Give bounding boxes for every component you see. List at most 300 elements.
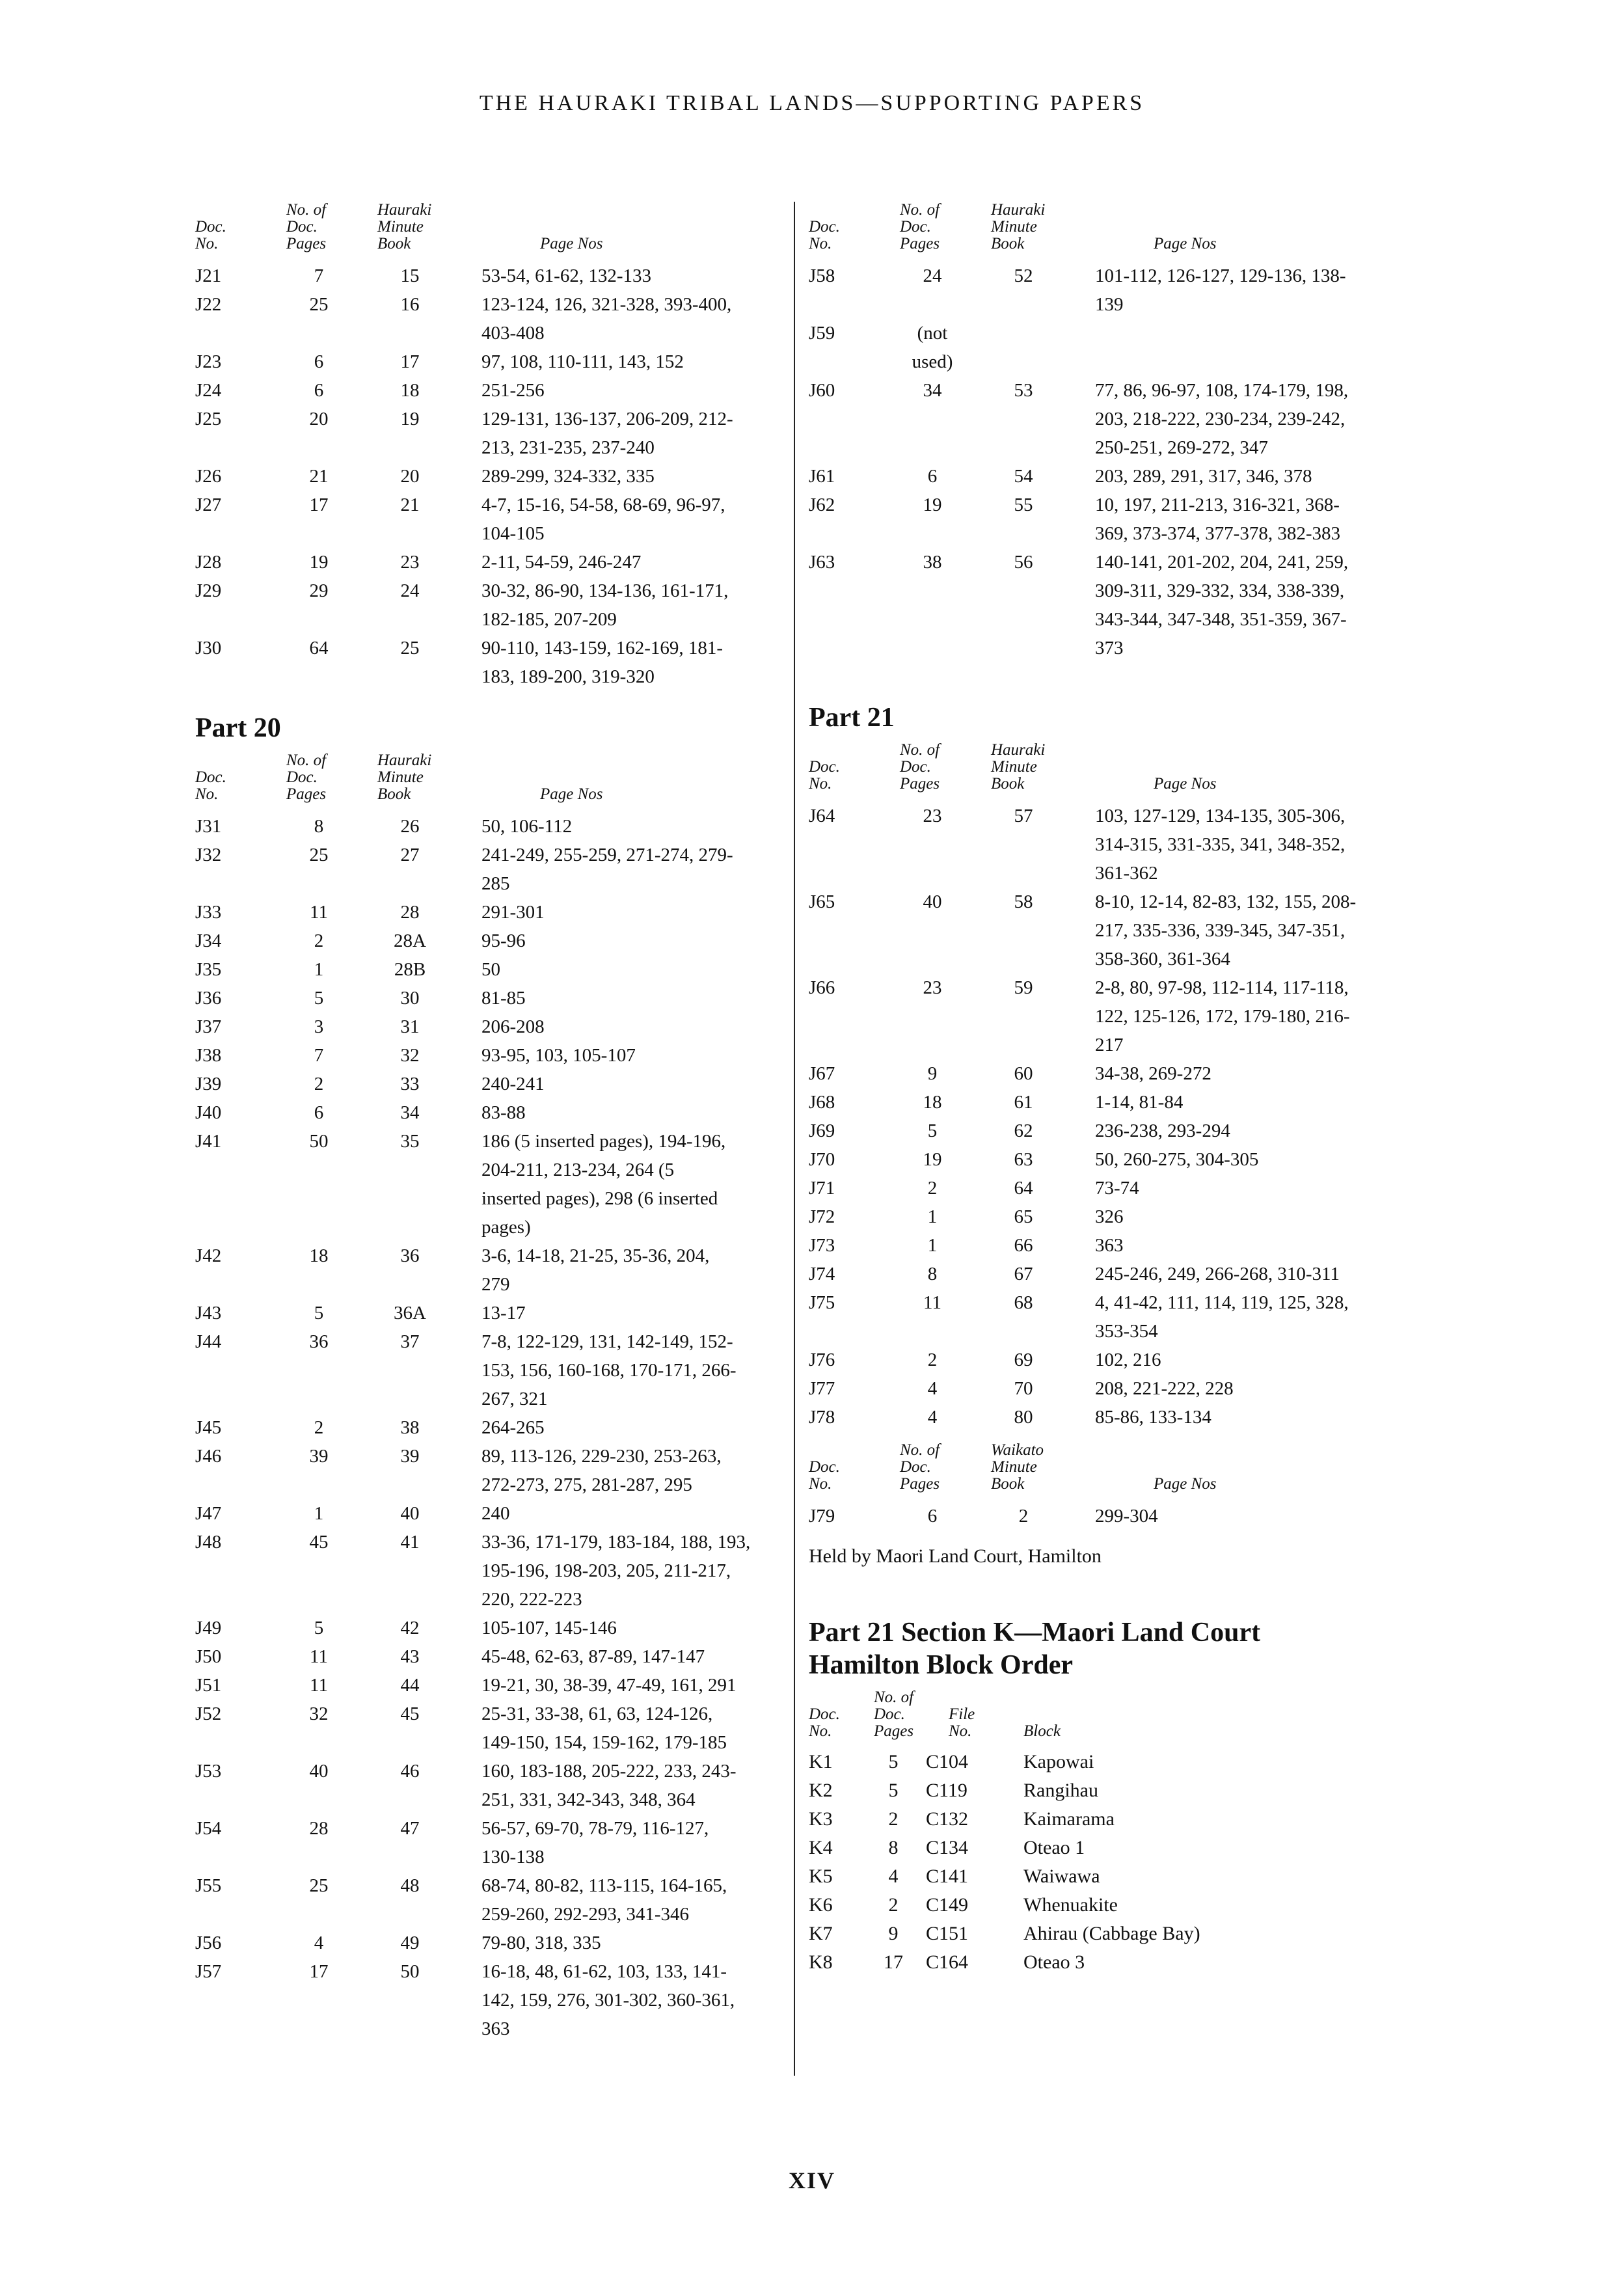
page-numbers-line: 250-251, 269-272, 347 bbox=[1095, 437, 1268, 458]
page-count: 32 bbox=[309, 1703, 329, 1724]
table-row bbox=[809, 1948, 1381, 1977]
page-count: 19 bbox=[923, 495, 942, 515]
page-numbers-line: 279 bbox=[481, 1274, 510, 1295]
page-numbers bbox=[455, 1642, 768, 1671]
page-count: 50 bbox=[309, 1131, 329, 1152]
page-count: 36 bbox=[309, 1331, 329, 1352]
page-numbers-line: 353-354 bbox=[1095, 1321, 1158, 1342]
table-row bbox=[195, 376, 768, 405]
table-row bbox=[195, 577, 768, 634]
header-pages-3: Pages bbox=[900, 235, 940, 252]
table-body-part-21 bbox=[809, 802, 1381, 1432]
page-numbers bbox=[455, 1098, 768, 1127]
table-row bbox=[809, 319, 1381, 376]
table-row bbox=[809, 1891, 1381, 1920]
doc-number: J66 bbox=[809, 977, 835, 998]
header-book-2: Minute bbox=[377, 218, 424, 236]
minute-book: 63 bbox=[1014, 1149, 1033, 1170]
table-row bbox=[195, 1614, 768, 1642]
page-numbers bbox=[455, 577, 768, 634]
page-numbers bbox=[455, 955, 768, 984]
page-count: 19 bbox=[923, 1149, 942, 1170]
table-row bbox=[195, 1499, 768, 1528]
page-numbers bbox=[455, 1070, 768, 1098]
page-count: 17 bbox=[309, 495, 329, 515]
page-numbers-line: 2-11, 54-59, 246-247 bbox=[481, 552, 642, 573]
page-numbers-line: 245-246, 249, 266-268, 310-311 bbox=[1095, 1264, 1340, 1284]
header-pagenos: Page Nos bbox=[1154, 235, 1217, 252]
page-numbers bbox=[455, 634, 768, 691]
page-numbers-line: 217 bbox=[1095, 1035, 1124, 1055]
page-numbers-line: 45-48, 62-63, 87-89, 147-147 bbox=[481, 1646, 705, 1667]
page-count: 4 bbox=[927, 1407, 938, 1428]
page-count: 5 bbox=[314, 988, 324, 1009]
doc-number: J45 bbox=[195, 1417, 222, 1438]
page-numbers-line: 195-196, 198-203, 205, 211-217, bbox=[481, 1560, 731, 1581]
doc-number: J65 bbox=[809, 891, 835, 912]
doc-number: J26 bbox=[195, 466, 222, 487]
table-row bbox=[195, 462, 768, 491]
page-numbers-line: 160, 183-188, 205-222, 233, 243- bbox=[481, 1761, 737, 1782]
page-count: 2 bbox=[314, 930, 324, 951]
table-row bbox=[809, 262, 1381, 319]
page-count: 40 bbox=[309, 1761, 329, 1782]
page-numbers-line: 3-6, 14-18, 21-25, 35-36, 204, bbox=[481, 1245, 710, 1266]
header-doc-1: Doc. bbox=[195, 218, 226, 236]
table-row bbox=[195, 1957, 768, 2043]
minute-book: 80 bbox=[1014, 1407, 1033, 1428]
header-book-3: Book bbox=[991, 235, 1025, 252]
block-name: Rangihau bbox=[1023, 1780, 1098, 1801]
doc-number: J32 bbox=[195, 845, 222, 865]
page-numbers bbox=[1069, 1059, 1381, 1088]
page-numbers-line: 361-362 bbox=[1095, 863, 1158, 884]
doc-number: J63 bbox=[809, 552, 835, 573]
doc-number: J27 bbox=[195, 495, 222, 515]
page-numbers bbox=[455, 1012, 768, 1041]
table-row bbox=[809, 1862, 1381, 1891]
page-count: 8 bbox=[314, 816, 324, 837]
page-numbers-line: 299-304 bbox=[1095, 1506, 1158, 1527]
minute-book: 28 bbox=[400, 902, 420, 923]
page-numbers-line: 272-273, 275, 281-287, 295 bbox=[481, 1474, 692, 1495]
page-numbers bbox=[1069, 973, 1381, 1059]
doc-number: K4 bbox=[809, 1837, 833, 1858]
page-numbers-line: 93-95, 103, 105-107 bbox=[481, 1045, 636, 1066]
page-numbers bbox=[455, 262, 768, 290]
page-count: 11 bbox=[923, 1292, 941, 1313]
page-number: XIV bbox=[788, 2167, 835, 2193]
header-doc-2: No. bbox=[809, 1475, 832, 1493]
minute-book: 38 bbox=[400, 1417, 420, 1438]
doc-number: J39 bbox=[195, 1074, 222, 1094]
minute-book: 34 bbox=[400, 1102, 420, 1123]
header-pages-3: Pages bbox=[900, 775, 940, 793]
table-row bbox=[195, 405, 768, 462]
page-numbers-line: 129-131, 136-137, 206-209, 212- bbox=[481, 409, 733, 429]
page-numbers-line: 81-85 bbox=[481, 988, 526, 1009]
table-row bbox=[809, 1174, 1381, 1202]
page-numbers-line: 309-311, 329-332, 334, 338-339, bbox=[1095, 580, 1345, 601]
page-numbers bbox=[455, 1614, 768, 1642]
page-numbers-line: 95-96 bbox=[481, 930, 526, 951]
doc-number: J51 bbox=[195, 1675, 222, 1696]
minute-book: 69 bbox=[1014, 1350, 1033, 1370]
page-numbers bbox=[455, 984, 768, 1012]
minute-book: 45 bbox=[400, 1703, 420, 1724]
page-count: 4 bbox=[888, 1866, 899, 1887]
table-row bbox=[195, 1070, 768, 1098]
doc-number: K5 bbox=[809, 1866, 833, 1887]
page-numbers bbox=[455, 1700, 768, 1757]
table-row bbox=[195, 548, 768, 577]
table-row bbox=[809, 1502, 1381, 1530]
page-numbers bbox=[455, 1871, 768, 1929]
doc-number: J68 bbox=[809, 1092, 835, 1113]
page-numbers-line: 1-14, 81-84 bbox=[1095, 1092, 1184, 1113]
page-count: 20 bbox=[309, 409, 329, 429]
page-numbers bbox=[455, 548, 768, 577]
table-row bbox=[195, 1700, 768, 1757]
file-number: C104 bbox=[926, 1751, 969, 1772]
part-21-title: Part 21 bbox=[809, 703, 895, 733]
page-count: 45 bbox=[309, 1532, 329, 1553]
doc-number: K3 bbox=[809, 1808, 833, 1830]
page-count: 5 bbox=[888, 1751, 899, 1772]
doc-number: J52 bbox=[195, 1703, 222, 1724]
header-pages-1: No. of bbox=[286, 201, 327, 219]
doc-number: J62 bbox=[809, 495, 835, 515]
page-count: 4 bbox=[314, 1933, 324, 1953]
page-numbers-line: 123-124, 126, 321-328, 393-400, bbox=[481, 294, 732, 315]
header-pages-2: Doc. bbox=[900, 1458, 931, 1476]
table-row bbox=[809, 376, 1381, 462]
file-number: C164 bbox=[926, 1951, 969, 1973]
minute-book: 68 bbox=[1014, 1292, 1033, 1313]
table-row bbox=[195, 347, 768, 376]
page-numbers-line: pages) bbox=[481, 1217, 531, 1238]
page-numbers bbox=[455, 812, 768, 841]
page-numbers-line: 85-86, 133-134 bbox=[1095, 1407, 1211, 1428]
minute-book: 30 bbox=[400, 988, 420, 1009]
page-numbers-line: 206-208 bbox=[481, 1016, 545, 1037]
doc-number: J53 bbox=[195, 1761, 222, 1782]
doc-number: J43 bbox=[195, 1303, 222, 1323]
doc-number: J71 bbox=[809, 1178, 835, 1199]
doc-number: J70 bbox=[809, 1149, 835, 1170]
minute-book: 44 bbox=[400, 1675, 420, 1696]
page-numbers bbox=[1069, 1260, 1381, 1288]
page-numbers-line: 97, 108, 110-111, 143, 152 bbox=[481, 351, 684, 372]
header-pages-2: Doc. bbox=[286, 768, 318, 786]
minute-book: 40 bbox=[400, 1503, 420, 1524]
page-numbers-line: inserted pages), 298 (6 inserted bbox=[481, 1188, 718, 1209]
page-numbers bbox=[1069, 376, 1381, 462]
page-numbers bbox=[455, 1499, 768, 1528]
page-count: 2 bbox=[927, 1350, 938, 1370]
minute-book: 36A bbox=[394, 1303, 426, 1323]
doc-number: J79 bbox=[809, 1506, 835, 1527]
header-pages-3: Pages bbox=[286, 235, 327, 252]
page-count: 39 bbox=[309, 1446, 329, 1467]
page-numbers-line: 13-17 bbox=[481, 1303, 526, 1323]
file-number: C149 bbox=[926, 1894, 969, 1916]
page-numbers bbox=[1069, 1374, 1381, 1403]
right-column bbox=[809, 202, 1381, 1977]
minute-book: 61 bbox=[1014, 1092, 1033, 1113]
page-numbers-line: 79-80, 318, 335 bbox=[481, 1933, 601, 1953]
doc-number: J34 bbox=[195, 930, 222, 951]
page-count: 29 bbox=[309, 580, 329, 601]
header-doc-1: Doc. bbox=[809, 1705, 840, 1723]
minute-book: 36 bbox=[400, 1245, 420, 1266]
page-numbers bbox=[455, 1814, 768, 1871]
table-row bbox=[195, 262, 768, 290]
minute-book: 60 bbox=[1014, 1063, 1033, 1084]
table-row bbox=[195, 1757, 768, 1814]
page-numbers-line: 4-7, 15-16, 54-58, 68-69, 96-97, bbox=[481, 495, 725, 515]
page-numbers-line: 50, 260-275, 304-305 bbox=[1095, 1149, 1259, 1170]
table-row bbox=[195, 1041, 768, 1070]
page-numbers-line: 25-31, 33-38, 61, 63, 124-126, bbox=[481, 1703, 713, 1724]
table-row bbox=[195, 1127, 768, 1242]
header-pages-1: No. of bbox=[874, 1689, 914, 1706]
page-count: 25 bbox=[309, 845, 329, 865]
table-body-right-top bbox=[809, 262, 1381, 662]
table-row bbox=[195, 955, 768, 984]
page-numbers bbox=[455, 1929, 768, 1957]
page-numbers bbox=[1069, 1202, 1381, 1231]
header-book-1: Hauraki bbox=[991, 741, 1046, 759]
page-numbers bbox=[455, 290, 768, 347]
page-numbers-line: 203, 289, 291, 317, 346, 378 bbox=[1095, 466, 1312, 487]
header-book-2: Minute bbox=[377, 768, 424, 786]
page-count: 19 bbox=[309, 552, 329, 573]
page-numbers bbox=[1069, 1346, 1381, 1374]
page-numbers bbox=[455, 1957, 768, 2043]
minute-book: 70 bbox=[1014, 1378, 1033, 1399]
table-row bbox=[195, 812, 768, 841]
page-numbers-line: 183, 189-200, 319-320 bbox=[481, 666, 655, 687]
table-row bbox=[195, 290, 768, 347]
page-numbers-line: 259-260, 292-293, 341-346 bbox=[481, 1904, 689, 1925]
table-row bbox=[195, 927, 768, 955]
doc-number: J30 bbox=[195, 638, 222, 658]
left-column bbox=[195, 202, 768, 2043]
page-count: 5 bbox=[927, 1120, 938, 1141]
page-numbers-line: 83-88 bbox=[481, 1102, 526, 1123]
section-k-table-header bbox=[809, 1689, 1381, 1740]
header-pages-3: Pages bbox=[900, 1475, 940, 1493]
minute-book: 67 bbox=[1014, 1264, 1033, 1284]
page-count: 64 bbox=[309, 638, 329, 658]
table-row bbox=[809, 1088, 1381, 1117]
page-count: 1 bbox=[314, 1503, 324, 1524]
file-number: C119 bbox=[926, 1780, 968, 1801]
page-count: 8 bbox=[888, 1837, 899, 1858]
page-numbers-line: 251-256 bbox=[481, 380, 545, 401]
page-count: 5 bbox=[314, 1618, 324, 1638]
doc-number: J77 bbox=[809, 1378, 835, 1399]
doc-number: J50 bbox=[195, 1646, 222, 1667]
header-book-2: Minute bbox=[991, 1458, 1037, 1476]
page-count: 2 bbox=[888, 1808, 899, 1830]
header-book-1: Hauraki bbox=[991, 201, 1046, 219]
doc-number: J48 bbox=[195, 1532, 222, 1553]
header-pagenos: Page Nos bbox=[540, 235, 603, 252]
page-numbers-line: 285 bbox=[481, 873, 510, 894]
doc-number: J33 bbox=[195, 902, 222, 923]
minute-book: 32 bbox=[400, 1045, 420, 1066]
header-doc-2: No. bbox=[195, 785, 219, 803]
page-numbers bbox=[1069, 1117, 1381, 1145]
table-row bbox=[195, 1871, 768, 1929]
page-count: 5 bbox=[888, 1780, 899, 1801]
header-book-1: Waikato bbox=[991, 1441, 1044, 1459]
doc-number: K1 bbox=[809, 1751, 833, 1772]
page-numbers-line: 4, 41-42, 111, 114, 119, 125, 328, bbox=[1095, 1292, 1349, 1313]
page-numbers-line: 142, 159, 276, 301-302, 360-361, bbox=[481, 1990, 735, 2011]
doc-number: J54 bbox=[195, 1818, 222, 1839]
table-row bbox=[809, 1202, 1381, 1231]
page-numbers-line: 8-10, 12-14, 82-83, 132, 155, 208- bbox=[1095, 891, 1357, 912]
page-numbers bbox=[455, 1757, 768, 1814]
minute-book: 25 bbox=[400, 638, 420, 658]
page-count: 18 bbox=[309, 1245, 329, 1266]
doc-number: K8 bbox=[809, 1951, 833, 1973]
table-row bbox=[809, 1748, 1381, 1776]
doc-number: J57 bbox=[195, 1961, 222, 1982]
page-numbers-line: 50 bbox=[481, 959, 500, 980]
header-pages-3: Pages bbox=[286, 785, 327, 803]
page-count: 23 bbox=[923, 806, 942, 826]
page-numbers-line: 204-211, 213-234, 264 (5 bbox=[481, 1160, 675, 1180]
page-numbers-line: 34-38, 269-272 bbox=[1095, 1063, 1211, 1084]
minute-book: 26 bbox=[400, 816, 420, 837]
doc-number: J69 bbox=[809, 1120, 835, 1141]
minute-book: 56 bbox=[1014, 552, 1033, 573]
table-row bbox=[809, 491, 1381, 548]
page-numbers-line: 50, 106-112 bbox=[481, 816, 573, 837]
table-row bbox=[809, 1834, 1381, 1862]
page-count: 2 bbox=[314, 1074, 324, 1094]
page-count: 6 bbox=[927, 1506, 938, 1527]
page-numbers bbox=[455, 491, 768, 548]
doc-number: J78 bbox=[809, 1407, 835, 1428]
doc-number: J22 bbox=[195, 294, 222, 315]
page-count: 40 bbox=[923, 891, 942, 912]
table-row bbox=[809, 973, 1381, 1059]
minute-book: 33 bbox=[400, 1074, 420, 1094]
page-numbers-line: 101-112, 126-127, 129-136, 138- bbox=[1095, 265, 1346, 286]
table-row bbox=[195, 1299, 768, 1327]
table-row bbox=[195, 841, 768, 898]
page-count: 8 bbox=[927, 1264, 938, 1284]
page-numbers bbox=[455, 1671, 768, 1700]
page-numbers-line: 358-360, 361-364 bbox=[1095, 949, 1230, 970]
page-numbers-line: 102, 216 bbox=[1095, 1350, 1161, 1370]
file-number: C141 bbox=[926, 1866, 969, 1887]
header-book-3: Book bbox=[377, 235, 411, 252]
page-count: 17 bbox=[309, 1961, 329, 1982]
minute-book: 21 bbox=[400, 495, 420, 515]
page-count: 1 bbox=[927, 1206, 938, 1227]
section-k-title bbox=[809, 1616, 1381, 1681]
page-numbers-line: 236-238, 293-294 bbox=[1095, 1120, 1230, 1141]
page-numbers-line: 130-138 bbox=[481, 1847, 545, 1867]
page-numbers-line: 122, 125-126, 172, 179-180, 216- bbox=[1095, 1006, 1350, 1027]
page-numbers-line: 103, 127-129, 134-135, 305-306, bbox=[1095, 806, 1346, 826]
header-book-1: Hauraki bbox=[377, 752, 432, 769]
block-name: Ahirau (Cabbage Bay) bbox=[1023, 1923, 1200, 1944]
minute-book: 39 bbox=[400, 1446, 420, 1467]
doc-number: K6 bbox=[809, 1894, 833, 1916]
minute-book bbox=[965, 319, 1069, 376]
minute-book: 24 bbox=[400, 580, 420, 601]
minute-book: 31 bbox=[400, 1016, 420, 1037]
header-doc-1: Doc. bbox=[809, 1458, 840, 1476]
doc-number: J49 bbox=[195, 1618, 222, 1638]
page-header: THE HAURAKI TRIBAL LANDS—SUPPORTING PAPERS bbox=[479, 91, 1145, 115]
page-numbers-line: 314-315, 331-335, 341, 348-352, bbox=[1095, 834, 1346, 855]
page-numbers-line: 291-301 bbox=[481, 902, 545, 923]
page-numbers bbox=[1069, 462, 1381, 491]
doc-number: J55 bbox=[195, 1875, 222, 1896]
page-numbers bbox=[1069, 1231, 1381, 1260]
page-numbers-line: 140-141, 201-202, 204, 241, 259, bbox=[1095, 552, 1349, 573]
page-count: 5 bbox=[314, 1303, 324, 1323]
page-count: 1 bbox=[314, 959, 324, 980]
page-numbers-line: 220, 222-223 bbox=[481, 1589, 582, 1610]
minute-book: 20 bbox=[400, 466, 420, 487]
minute-book: 64 bbox=[1014, 1178, 1033, 1199]
table-row bbox=[809, 1288, 1381, 1346]
page-numbers bbox=[455, 1299, 768, 1327]
page-numbers bbox=[1069, 1174, 1381, 1202]
minute-book: 59 bbox=[1014, 977, 1033, 998]
page-numbers-line: 363 bbox=[1095, 1235, 1124, 1256]
page-numbers-line: 403-408 bbox=[481, 323, 545, 344]
doc-number: J29 bbox=[195, 580, 222, 601]
minute-book: 28B bbox=[394, 959, 426, 980]
table-body-part-20 bbox=[195, 812, 768, 2043]
table-row bbox=[809, 1346, 1381, 1374]
page-numbers-line: 251, 331, 342-343, 348, 364 bbox=[481, 1789, 696, 1810]
page-count: 3 bbox=[314, 1016, 324, 1037]
page-count: (not used) bbox=[912, 323, 953, 372]
page-numbers bbox=[455, 927, 768, 955]
doc-number: J73 bbox=[809, 1235, 835, 1256]
page-numbers-line: 217, 335-336, 339-345, 347-351, bbox=[1095, 920, 1346, 941]
page-numbers bbox=[455, 1127, 768, 1242]
table-row bbox=[195, 1671, 768, 1700]
header-doc-2: No. bbox=[809, 1722, 832, 1740]
doc-number: K7 bbox=[809, 1923, 833, 1944]
doc-number: J37 bbox=[195, 1016, 222, 1037]
table-row bbox=[195, 491, 768, 548]
page-numbers-line: 363 bbox=[481, 2018, 510, 2039]
doc-number: J36 bbox=[195, 988, 222, 1009]
header-doc-1: Doc. bbox=[809, 218, 840, 236]
page-numbers-line: 213, 231-235, 237-240 bbox=[481, 437, 655, 458]
page-numbers-line: 240-241 bbox=[481, 1074, 545, 1094]
table-row bbox=[809, 1260, 1381, 1288]
page-numbers bbox=[455, 898, 768, 927]
doc-number: J47 bbox=[195, 1503, 222, 1524]
table-row bbox=[809, 1059, 1381, 1088]
page-numbers-line: 19-21, 30, 38-39, 47-49, 161, 291 bbox=[481, 1675, 737, 1696]
page-numbers bbox=[1069, 1403, 1381, 1432]
